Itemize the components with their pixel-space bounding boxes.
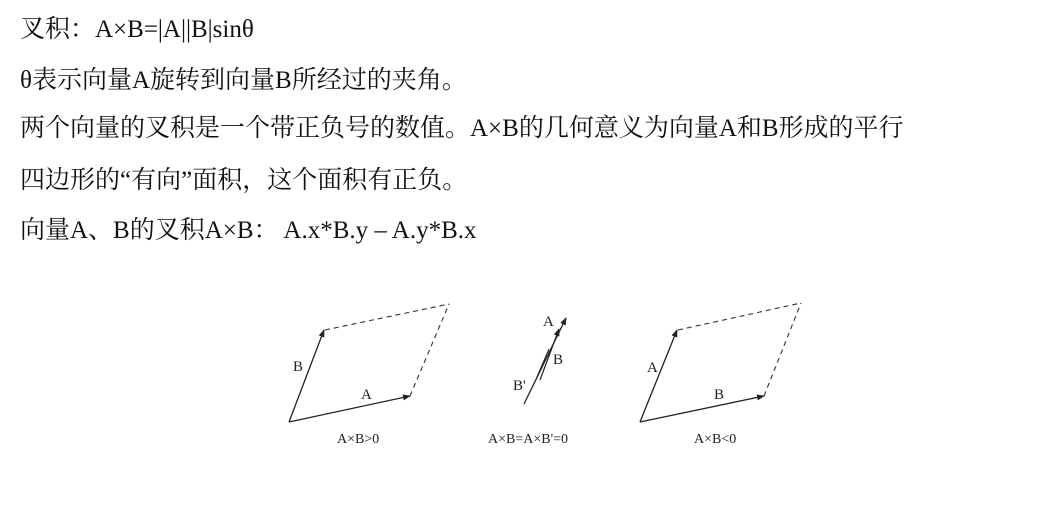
dashed-edge-right [764, 303, 801, 396]
caption-zero: A×B=A×B'=0 [488, 432, 569, 447]
figure-positive [289, 304, 449, 447]
label-b: B [714, 387, 725, 403]
theta-definition: θ表示向量A旋转到向量B所经过的夹角。 [20, 67, 467, 94]
cross-product-component-formula: 向量A、B的叉积A×B： A.x*B.y – A.y*B.x [20, 217, 477, 244]
cross-product-formula: 叉积：A×B=|A||B|sinθ [20, 16, 254, 43]
cross-product-meaning-line1: 两个向量的叉积是一个带正负号的数值。A×B的几何意义为向量A和B形成的平行 [20, 115, 904, 142]
vector-b-arrow [640, 396, 764, 422]
label-a: A [361, 387, 372, 403]
label-b: B [553, 352, 564, 368]
cross-product-meaning-line2: 四边形的“有向”面积，这个面积有正负。 [20, 167, 468, 194]
caption-negative: A×B<0 [694, 432, 737, 447]
vector-a-arrow [289, 396, 410, 422]
figure-zero [488, 314, 568, 447]
label-b-prime: B' [513, 378, 526, 394]
caption-positive: A×B>0 [337, 432, 380, 447]
dashed-edge-top [678, 303, 801, 330]
label-a: A [647, 360, 658, 376]
dashed-edge-top [325, 304, 449, 330]
vector-a-arrow [640, 330, 677, 422]
dashed-edge-right [410, 304, 449, 396]
figure-negative [640, 303, 801, 447]
vector-b-arrow [289, 330, 324, 422]
label-b: B [293, 359, 304, 375]
label-a: A [543, 314, 554, 330]
